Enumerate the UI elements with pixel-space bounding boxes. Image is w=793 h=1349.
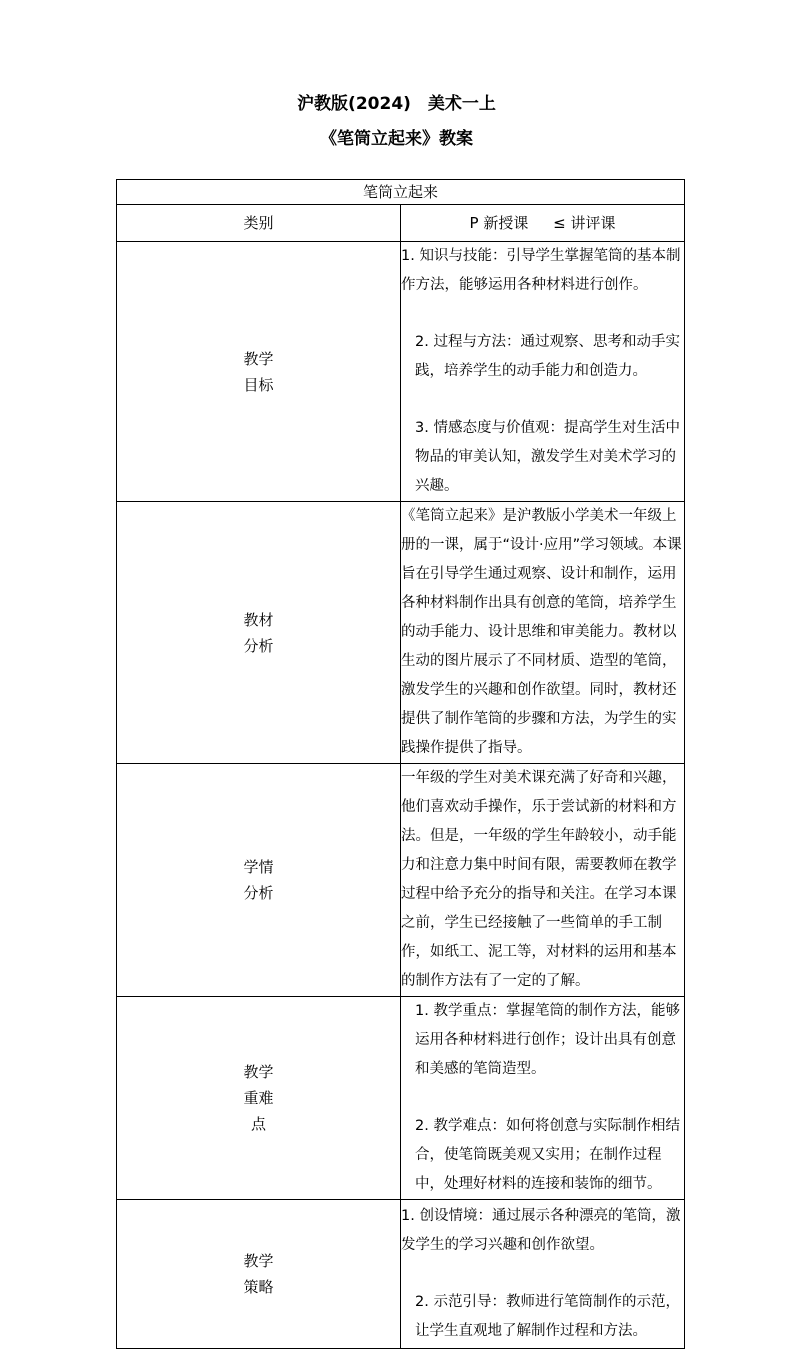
material-content (401, 502, 685, 764)
students-row (117, 764, 685, 997)
key-points-content (401, 997, 685, 1200)
goals-content (401, 242, 685, 502)
goals-row (117, 242, 685, 502)
key-point-item-2: 2. 教学难点：如何将创意与实际制作相结合，使笔筒既美观又实用；在制作过程中，处理好材料的连接和装饰的细节。 (415, 1118, 680, 1192)
table-header-row (117, 180, 685, 205)
strategy-item-2: 2. 示范引导：教师进行笔筒制作的示范，让学生直观地了解制作过程和方法。 (415, 1294, 680, 1339)
key-points-label: 教学 重难 点 (117, 997, 401, 1200)
strategy-content (401, 1200, 685, 1349)
document-title-line1: 沪教版(2024) 美术一上 (297, 94, 496, 114)
strategy-item-1: 1. 创设情境：通过展示各种漂亮的笔筒，激发学生的学习兴趣和创作欲望。 (401, 1208, 681, 1253)
type-label: 类别 (117, 205, 401, 242)
students-text: 一年级的学生对美术课充满了好奇和兴趣，他们喜欢动手操作，乐于尝试新的材料和方法。但是，一年级的学生年龄较小，动手能力和注意力集中时间有限，需要教师在教学过程中给予充分的指导和关注。在学习本课之前，学生已经接触了一些简单的手工制作，如纸工、泥工等，对材料的运用和基本的制作方法有了一定的了解。 (401, 770, 677, 989)
type-options (401, 205, 685, 242)
table-header-title: 笔筒立起来 (117, 180, 685, 205)
material-label: 教材 分析 (117, 502, 401, 764)
type-option-review-lesson: ≤ 讲评课 (553, 214, 616, 232)
students-label: 学情 分析 (117, 764, 401, 997)
goal-item-3: 3. 情感态度与价值观：提高学生对生活中物品的审美认知，激发学生对美术学习的兴趣。 (415, 420, 680, 494)
lesson-plan-table (116, 179, 685, 1349)
key-points-row (117, 997, 685, 1200)
strategy-label: 教学 策略 (117, 1200, 401, 1349)
students-content (401, 764, 685, 997)
strategy-row (117, 1200, 685, 1349)
goal-item-1: 1. 知识与技能：引导学生掌握笔筒的基本制作方法，能够运用各种材料进行创作。 (401, 248, 681, 293)
material-row (117, 502, 685, 764)
key-point-item-1: 1. 教学重点：掌握笔筒的制作方法，能够运用各种材料进行创作；设计出具有创意和美感的笔筒造型。 (415, 1003, 680, 1077)
document-title-line2: 《笔筒立起来》教案 (320, 129, 473, 149)
type-row (117, 205, 685, 242)
material-text: 《笔筒立起来》是沪教版小学美术一年级上册的一课，属于“设计·应用”学习领域。本课旨在引导学生通过观察、设计和制作，运用各种材料制作出具有创意的笔筒，培养学生的动手能力、设计思维和审美能力。教材以生动的图片展示了不同材质、造型的笔筒，激发学生的兴趣和创作欲望。同时，教材还提供了制作笔筒的步骤和方法，为学生的实践操作提供了指导。 (401, 508, 682, 756)
goals-label: 教学 目标 (117, 242, 401, 502)
type-option-new-lesson: P 新授课 (469, 214, 529, 232)
goal-item-2: 2. 过程与方法：通过观察、思考和动手实践，培养学生的动手能力和创造力。 (415, 334, 680, 379)
